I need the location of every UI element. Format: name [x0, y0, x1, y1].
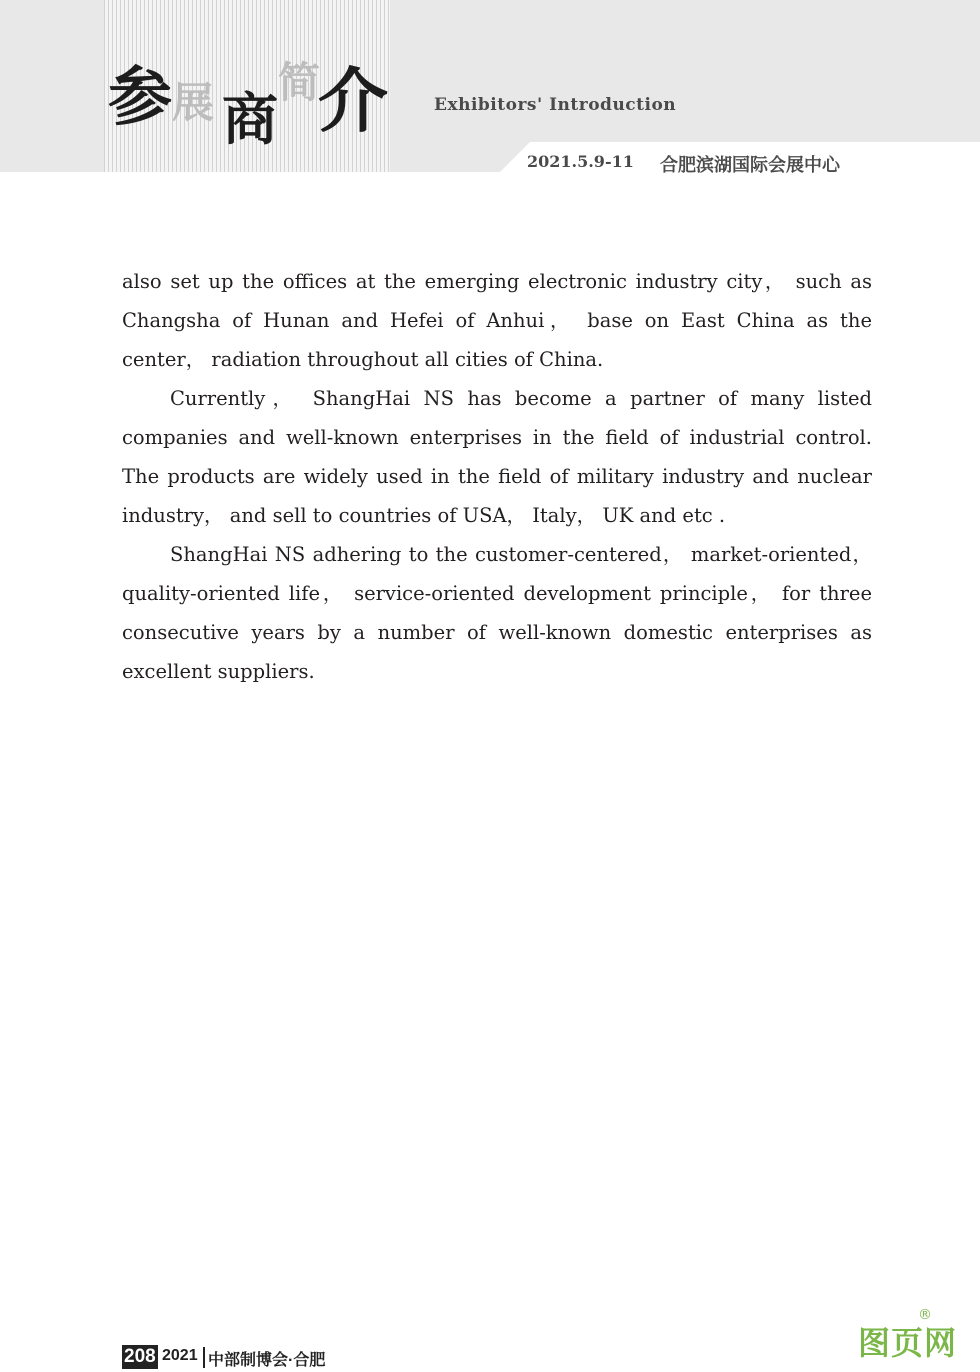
- registered-mark: ®: [918, 1307, 932, 1323]
- event-date: 2021.5.9-11: [527, 152, 634, 171]
- title-char: 展: [172, 78, 215, 127]
- english-title: Exhibitors' Introduction: [434, 95, 677, 115]
- paragraph: ShangHai NS adhering to the customer-centered， market-oriented， quality-oriented life， service-oriented development principle， for three consecutive years by a number of well-known domestic enterprises as excellent suppliers.: [122, 543, 872, 683]
- watermark-logo: 图页网: [858, 1324, 958, 1362]
- title-char: 介: [318, 59, 388, 142]
- title-char: 商: [222, 87, 278, 153]
- title-char: 参: [108, 60, 172, 135]
- footer-expo-name: 中部制博会·合肥: [208, 1352, 326, 1369]
- article-body: [122, 262, 872, 691]
- title-char: 简: [278, 58, 321, 107]
- paragraph: Currently， ShangHai NS has become a partner of many listed companies and well-known enterprises in the field of industrial control. The products are widely used in the field of military industry and nuclear industry， and sell to countries of USA， Italy， UK and etc .: [122, 387, 872, 527]
- event-venue: 合肥滨湖国际会展中心: [660, 155, 840, 176]
- paragraph: also set up the offices at the emerging electronic industry city， such as Changsha of Hunan and Hefei of Anhui， base on East China as the center， radiation throughout all cities of China.: [122, 270, 872, 371]
- footer-divider: [203, 1347, 205, 1368]
- footer-year: 2021: [162, 1347, 198, 1364]
- page-number: 208: [124, 1346, 156, 1367]
